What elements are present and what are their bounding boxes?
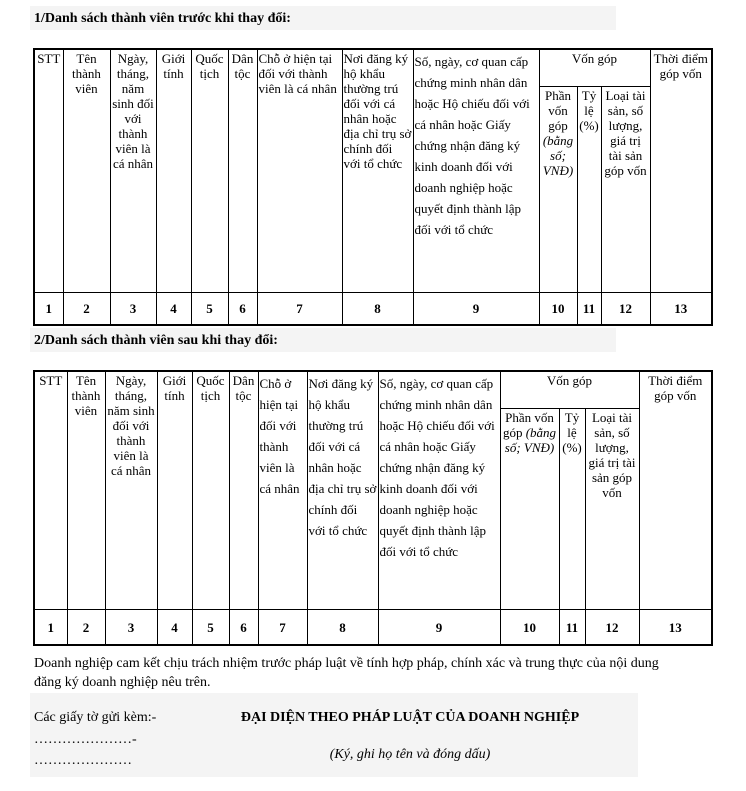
col-number: 12 — [601, 293, 650, 326]
col-capital: Vốn góp — [500, 371, 639, 409]
col-dob: Ngày, tháng, năm sinh đối với thành viên là cá nhân — [110, 49, 156, 293]
col-number: 7 — [257, 293, 342, 326]
header-row — [34, 49, 712, 87]
col-number: 5 — [192, 610, 229, 646]
col-stt: STT — [34, 49, 63, 293]
col-capital-share — [539, 87, 577, 293]
col-nationality: Quốc tịch — [192, 371, 229, 610]
section2-heading: 2/Danh sách thành viên sau khi thay đổi: — [34, 333, 278, 348]
capital-unit-label: (bằng số; VNĐ) — [542, 133, 574, 178]
col-number: 8 — [307, 610, 378, 646]
col-number: 5 — [191, 293, 228, 326]
col-number: 4 — [157, 610, 192, 646]
col-capital-share — [500, 409, 559, 610]
col-dob: Ngày, tháng, năm sinh đối với thành viên là cá nhân — [105, 371, 157, 610]
col-number: 1 — [34, 293, 63, 326]
col-number: 13 — [650, 293, 712, 326]
col-number: 12 — [585, 610, 639, 646]
capital-unit-label: (bằng số; VNĐ) — [504, 425, 557, 455]
col-name: Tên thành viên — [63, 49, 110, 293]
attachments-line-2: ………………… — [34, 753, 132, 768]
col-number: 11 — [559, 610, 585, 646]
members-before-table — [33, 48, 713, 326]
attachments-line-1: …………………- — [34, 732, 137, 747]
col-capital: Vốn góp — [539, 49, 650, 87]
col-asset-type: Loại tài sản, số lượng, giá trị tài sản góp vốn — [601, 87, 650, 293]
col-number: 1 — [34, 610, 67, 646]
col-asset-type: Loại tài sản, số lượng, giá trị tài sản góp vốn — [585, 409, 639, 610]
col-number: 7 — [258, 610, 307, 646]
col-number: 6 — [229, 610, 258, 646]
members-after-table — [33, 370, 713, 646]
col-number: 9 — [378, 610, 500, 646]
col-number: 10 — [539, 293, 577, 326]
col-residence: Chỗ ở hiện tại đối với thành viên là cá nhân — [258, 371, 307, 610]
attachments-label: Các giấy tờ gửi kèm:- — [34, 710, 157, 725]
col-ethnicity: Dân tộc — [229, 371, 258, 610]
col-number: 3 — [110, 293, 156, 326]
col-name: Tên thành viên — [67, 371, 105, 610]
commitment-text: Doanh nghiệp cam kết chịu trách nhiệm trước pháp luật về tính hợp pháp, chính xác và trung thực của nội dung đăng ký doanh nghiệp nêu trên. — [34, 656, 659, 690]
col-number: 13 — [639, 610, 712, 646]
column-number-row — [34, 610, 712, 646]
capital-share-label: Phần vốn góp — [502, 410, 554, 440]
header-row — [34, 371, 712, 409]
col-registration: Nơi đăng ký hộ khẩu thường trú đối với cá nhân hoặc địa chỉ trụ sở chính đối với tổ chức — [342, 49, 413, 293]
col-gender: Giới tính — [157, 371, 192, 610]
col-time: Thời điểm góp vốn — [639, 371, 712, 610]
col-ethnicity: Dân tộc — [228, 49, 257, 293]
col-number: 11 — [577, 293, 601, 326]
col-gender: Giới tính — [156, 49, 191, 293]
column-number-row — [34, 293, 712, 326]
col-number: 6 — [228, 293, 257, 326]
capital-share-label: Phần vốn góp — [545, 88, 571, 133]
col-nationality: Quốc tịch — [191, 49, 228, 293]
col-number: 8 — [342, 293, 413, 326]
col-id-document: Số, ngày, cơ quan cấp chứng minh nhân dân hoặc Hộ chiếu đối với cá nhân hoặc Giấy chứng nhận đăng ký kinh doanh đối với doanh nghiệp hoặc quyết định thành lập đối với tổ chức — [378, 371, 500, 610]
col-number: 3 — [105, 610, 157, 646]
col-residence: Chỗ ở hiện tại đối với thành viên là cá nhân — [257, 49, 342, 293]
col-stt: STT — [34, 371, 67, 610]
col-id-document: Số, ngày, cơ quan cấp chứng minh nhân dân hoặc Hộ chiếu đối với cá nhân hoặc Giấy chứng nhận đăng ký kinh doanh đối với doanh nghiệp hoặc quyết định thành lập đối với tổ chức — [413, 49, 539, 293]
col-ratio: Tỷ lệ (%) — [559, 409, 585, 610]
col-registration: Nơi đăng ký hộ khẩu thường trú đối với cá nhân hoặc địa chỉ trụ sở chính đối với tổ chức — [307, 371, 378, 610]
representative-title: ĐẠI DIỆN THEO PHÁP LUẬT CỦA DOANH NGHIỆP — [240, 710, 580, 725]
col-number: 2 — [67, 610, 105, 646]
col-number: 10 — [500, 610, 559, 646]
col-number: 2 — [63, 293, 110, 326]
section1-heading: 1/Danh sách thành viên trước khi thay đổi: — [34, 11, 291, 26]
col-number: 9 — [413, 293, 539, 326]
col-number: 4 — [156, 293, 191, 326]
col-time: Thời điểm góp vốn — [650, 49, 712, 293]
signature-note: (Ký, ghi họ tên và đóng dấu) — [329, 747, 491, 762]
col-ratio: Tỷ lệ (%) — [577, 87, 601, 293]
